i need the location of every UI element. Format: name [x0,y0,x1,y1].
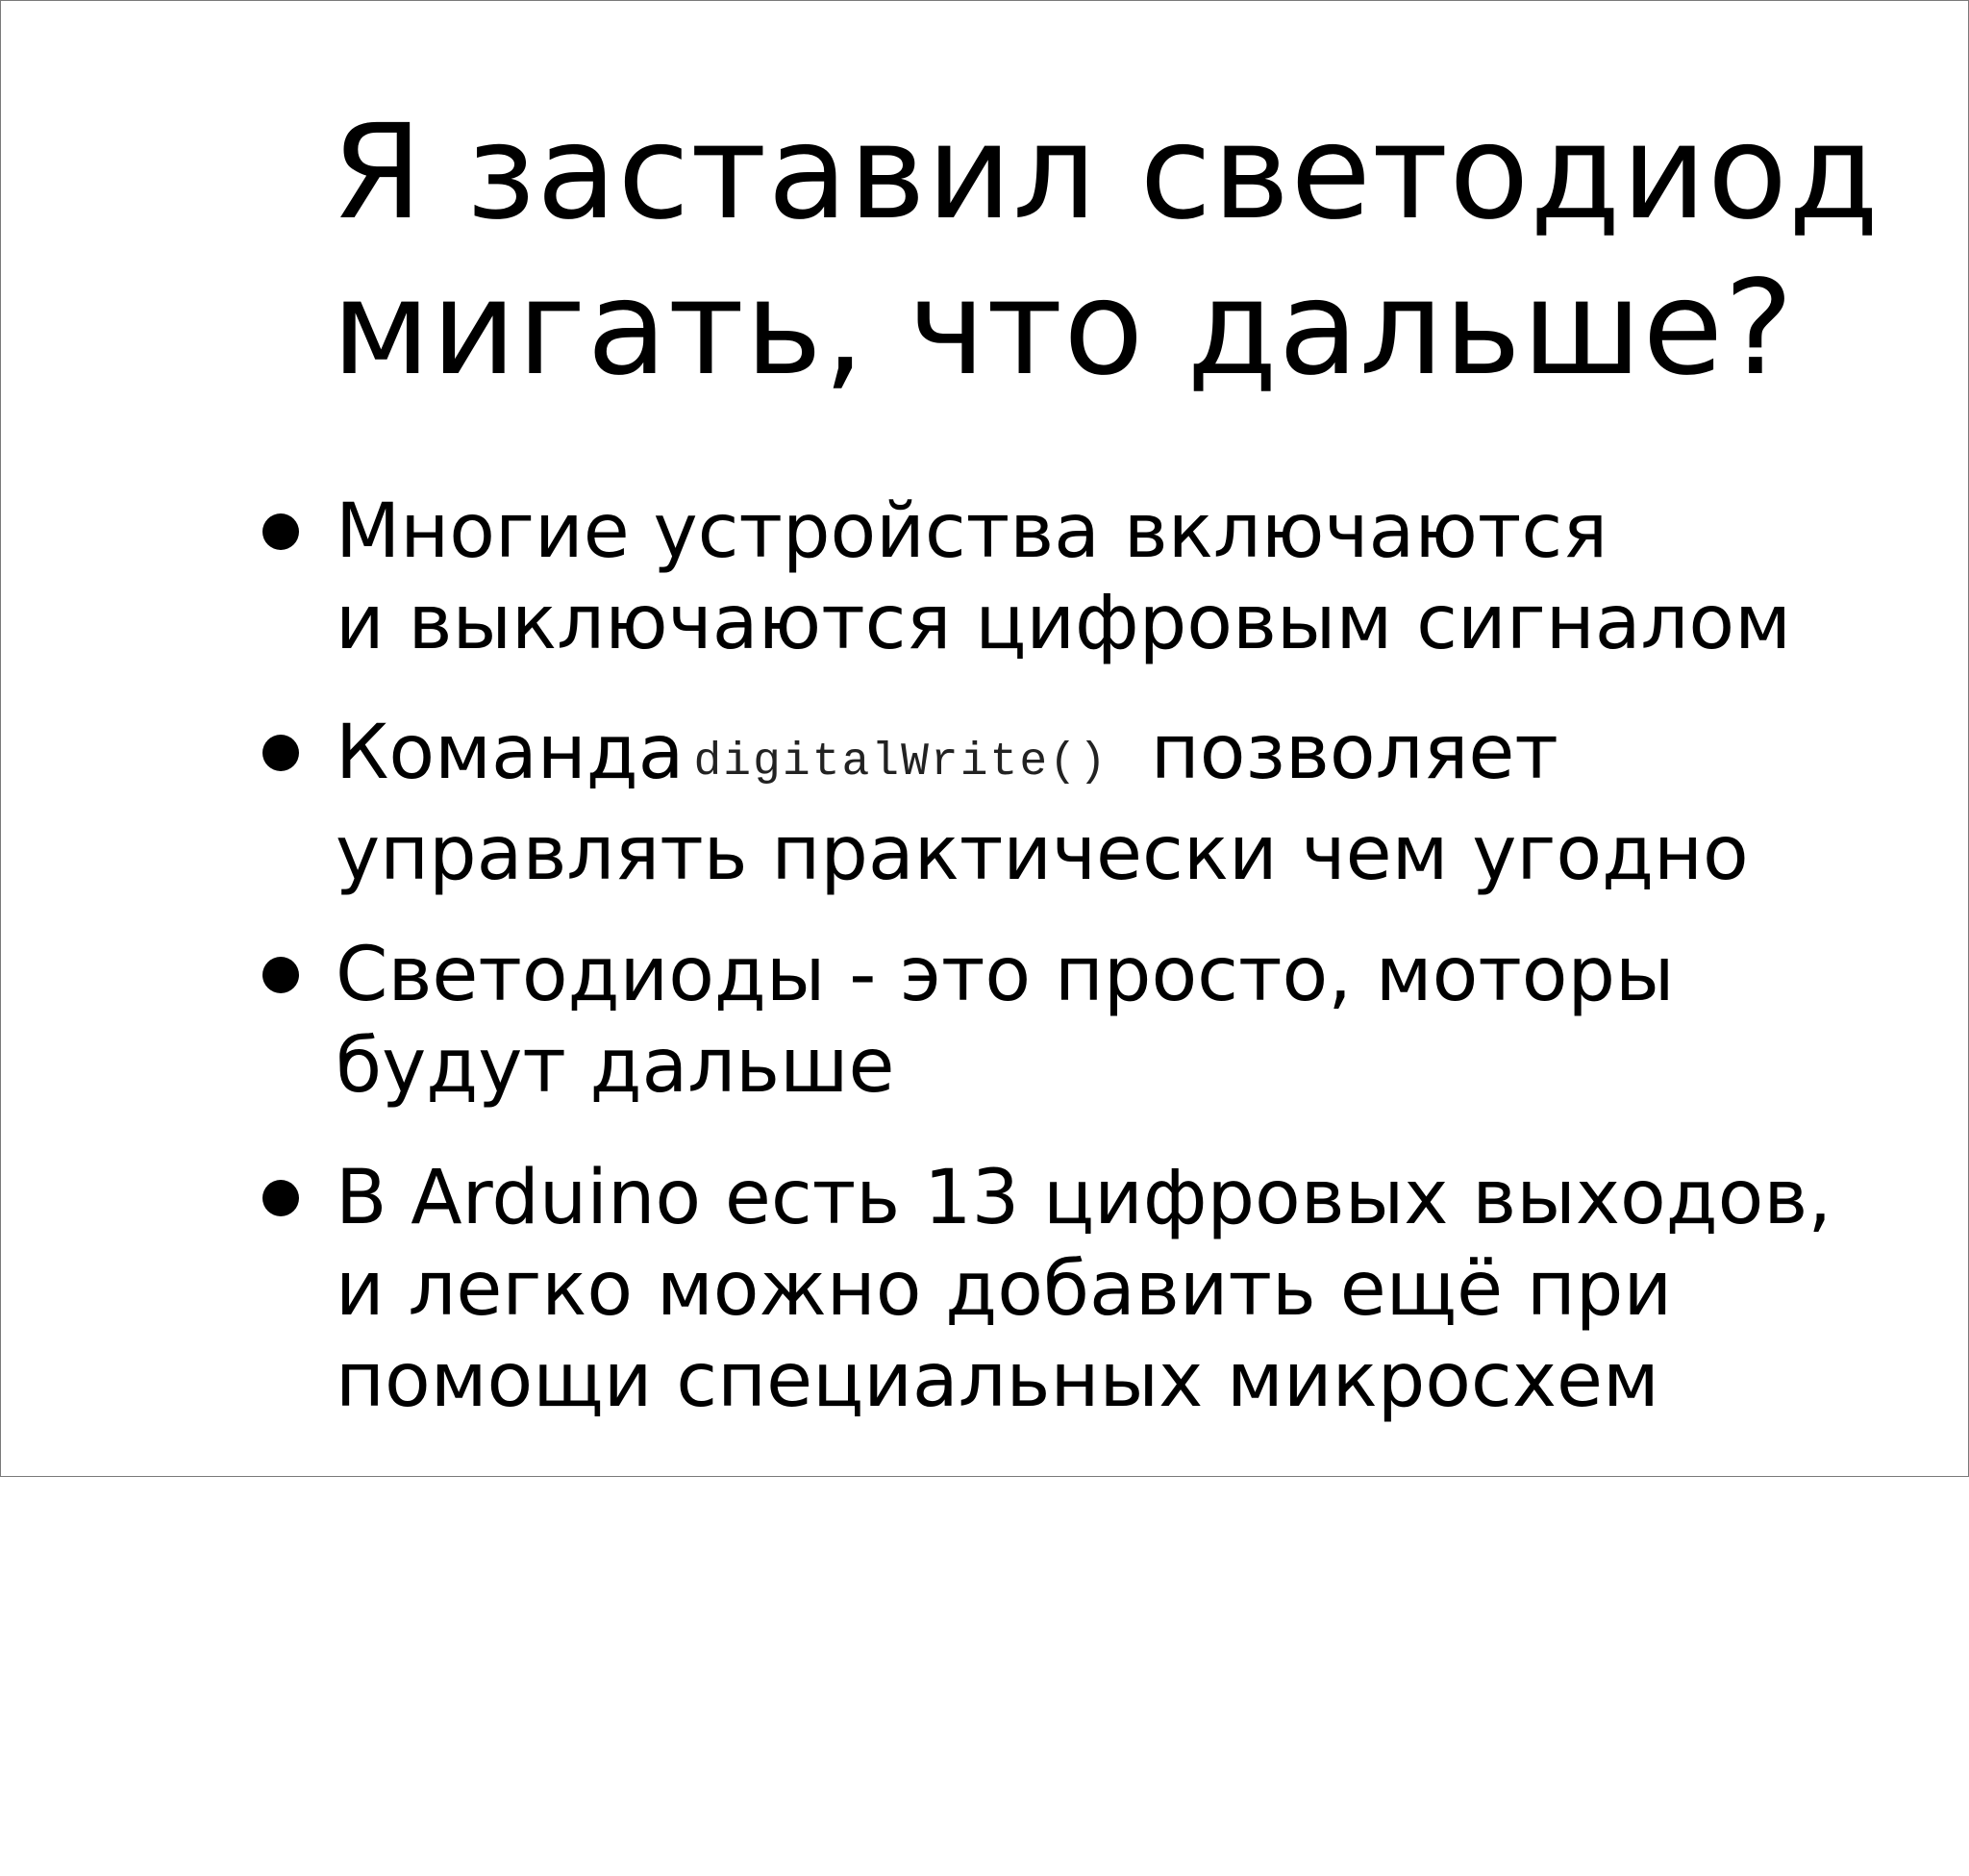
code-snippet: digitalWrite() [693,737,1109,788]
bullet-item-2 [336,708,1922,900]
bullet-dot-icon [262,957,299,993]
bullet-2-line-1 [336,708,1922,809]
bullet-item-1 [336,487,1922,669]
bullet-4-line-1: В Arduino есть 13 цифровых выходов, [336,1155,1832,1241]
slide-title-line-2: мигать, что дальше? [332,253,1795,405]
bullet-2-suffix: позволяет [1150,710,1558,796]
bullet-dot-icon [262,1180,299,1216]
bullet-1-line-2: и выключаются цифровым сигналом [336,580,1791,666]
bullet-1-line-1: Многие устройства включаются [336,488,1608,575]
bullet-4-line-3: помощи специальных микросхем [336,1338,1659,1424]
bullet-item-4 [336,1153,1922,1427]
slide-title [332,95,1881,407]
bullet-2-prefix: Команда [336,710,685,796]
bullet-dot-icon [262,735,299,771]
bullet-item-3 [336,930,1922,1113]
slide-title-line-1: Я заставил светодиод [332,97,1881,249]
bullet-2-line-2: управлять практически чем угодно [336,811,1749,897]
bullet-3-line-1: Светодиоды - это просто, моторы [336,932,1675,1018]
bullet-3-line-2: будут дальше [336,1023,895,1110]
bullet-4-line-2: и легко можно добавить ещё при [336,1246,1673,1333]
bullet-dot-icon [262,513,299,550]
